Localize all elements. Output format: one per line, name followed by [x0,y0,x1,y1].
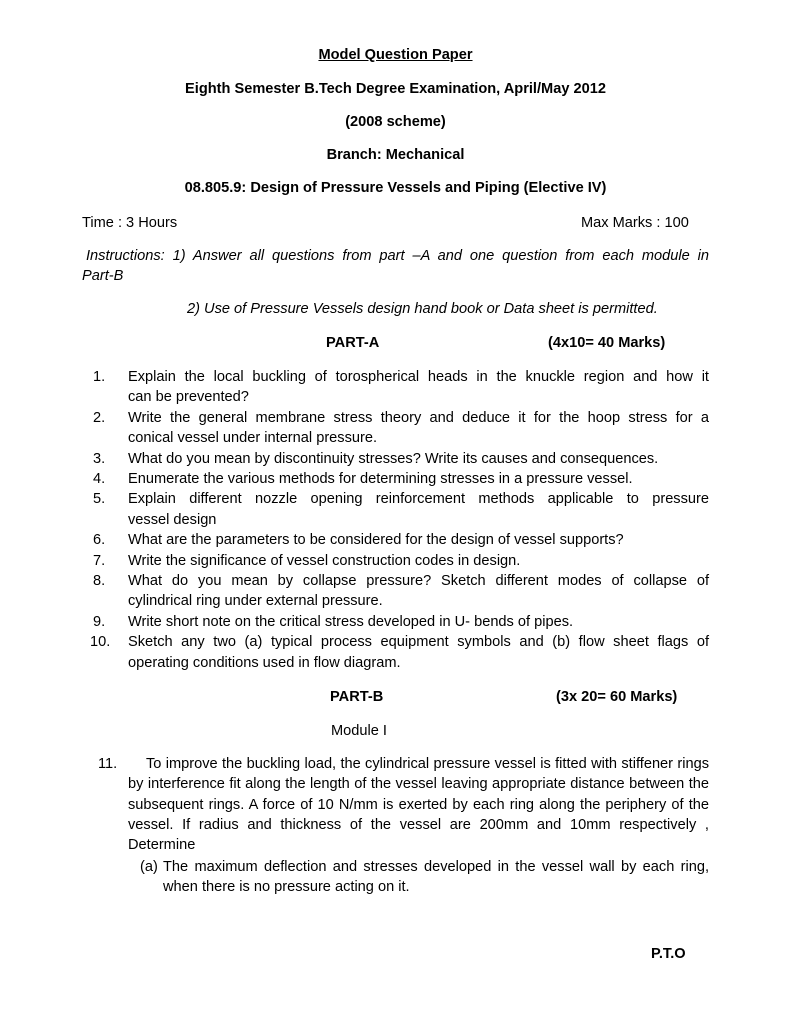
pto-label: P.T.O [651,946,686,962]
question-11a-text: The maximum deflection and stresses developed in the vessel wall by each ring, when there is no pressure acting on it. [163,859,709,896]
question-number: 2. [93,409,106,426]
time-allowed: Time : 3 Hours [82,215,178,231]
subquestion-label: (a) [140,859,158,875]
question-text-line: Write the general membrane stress theory and deduce it for the hoop stress for a [128,409,709,426]
question-text-line: What are the parameters to be considered for the design of vessel supports? [128,532,624,549]
question-text-line: Explain the local buckling of torospherical heads in the knuckle region and how it [128,369,709,385]
question-text-line: What do you mean by discontinuity stresses? Write its causes and consequences. [128,450,659,467]
paper-title: Model Question Paper [318,47,473,63]
question-text-line: What do you mean by collapse pressure? Sketch different modes of collapse of [128,573,709,589]
question-number: 6. [93,532,106,549]
question-number: 8. [93,573,106,589]
question-text-line: cylindrical ring under external pressure. [128,593,383,610]
question-number: 4. [93,471,106,487]
question-text-line: Write short note on the critical stress developed in U- bends of pipes. [128,613,574,630]
question-text-line: conical vessel under internal pressure. [128,430,378,447]
branch: Branch: Mechanical [326,147,465,163]
question-text-line: vessel design [128,511,217,528]
exam-title: Eighth Semester B.Tech Degree Examination, April/May 2012 [185,81,606,97]
part-b-marks: (3x 20= 60 Marks) [556,689,678,705]
question-number: 7. [93,552,106,569]
instructions-line-3: 2) Use of Pressure Vessels design hand book or Data sheet is permitted. [187,301,658,317]
question-text-line: Sketch any two (a) typical process equipment symbols and (b) flow sheet flags of [128,634,709,651]
question-text-line: Enumerate the various methods for determining stresses in a pressure vessel. [128,471,633,487]
question-text-line: can be prevented? [128,389,249,406]
course-title: 08.805.9: Design of Pressure Vessels and Piping (Elective IV) [184,180,607,196]
scheme: (2008 scheme) [345,114,446,130]
question-number: 10. [90,634,111,651]
question-number: 3. [93,450,106,467]
question-number: 5. [93,491,106,508]
question-text-line: operating conditions used in flow diagram. [128,654,401,671]
instructions-line-2: Part-B [82,268,124,284]
question-number: 1. [93,369,106,385]
part-a-title: PART-A [326,335,380,351]
question-text-line: Explain different nozzle opening reinforcement methods applicable to pressure [128,491,709,508]
question-number: 11. [98,756,118,772]
module-title: Module I [331,723,387,739]
question-number: 9. [93,613,106,630]
question-11-text: To improve the buckling load, the cylindrical pressure vessel is fitted with stiffener rings by interference fit along the length of the vessel leaving appropriate distance between the subsequent rings. A force of 10 N/mm is exerted by each ring along the periphery of the vessel. If radius and thickness of the vessel are 200mm and 10mm respectively , Determine [128,756,709,854]
part-b-title: PART-B [330,689,384,705]
question-text-line: Write the significance of vessel construction codes in design. [128,552,521,569]
part-a-marks: (4x10= 40 Marks) [548,335,666,351]
max-marks: Max Marks : 100 [581,215,689,231]
instructions-line-1: Instructions: 1) Answer all questions from part –A and one question from each module in [86,248,709,264]
